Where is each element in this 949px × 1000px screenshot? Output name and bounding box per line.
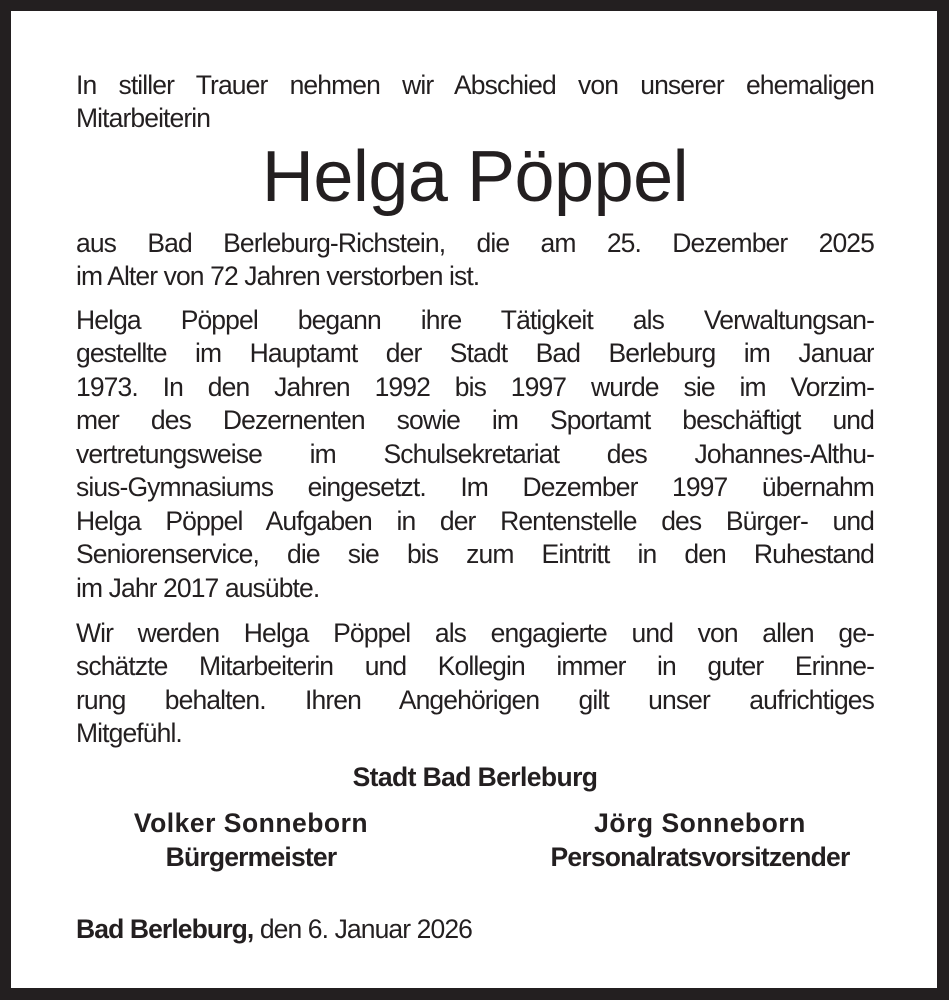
paragraph1-line: im Alter von 72 Jahren verstorben ist. <box>76 261 480 291</box>
paragraph2-line: Seniorenservice, die sie bis zum Eintritt in den Ruhestand <box>76 539 874 569</box>
paragraph2-line: vertretungsweise im Schulsekretariat des Johannes-Althu- <box>76 439 874 469</box>
signatory-name: Volker Sonneborn <box>133 808 369 838</box>
paragraph2-line: gestellte im Hauptamt der Stadt Bad Berleburg im Januar <box>76 338 874 368</box>
place: Bad Berleburg, <box>76 914 254 944</box>
paragraph2-line: mer des Dezernenten sowie im Sportamt beschäftigt und <box>76 405 874 435</box>
intro-line: In stiller Trauer nehmen wir Abschied von unserer ehemaligen <box>76 70 874 100</box>
deceased-name: Helga Pöppel <box>261 137 689 217</box>
paragraph2-line: Helga Pöppel begann ihre Tätigkeit als Verwaltungsan- <box>76 305 874 335</box>
paragraph3-line: schätzte Mitarbeiterin und Kollegin immer in guter Erinne- <box>76 651 874 681</box>
organization-name: Stadt Bad Berleburg <box>352 762 598 792</box>
paragraph1-line: aus Bad Berleburg-Richstein, die am 25. Dezember 2025 <box>76 228 874 258</box>
paragraph3-line: Wir werden Helga Pöppel als engagierte und von allen ge- <box>76 618 874 648</box>
paragraph2-line: Helga Pöppel Aufgaben in der Rentenstelle des Bürger- und <box>76 506 874 536</box>
paragraph2-line: 1973. In den Jahren 1992 bis 1997 wurde sie im Vorzim- <box>76 372 874 402</box>
signatory-title: Bürgermeister <box>165 842 337 872</box>
paragraph3-line: Mitgefühl. <box>76 718 182 748</box>
signatory-name: Jörg Sonneborn <box>594 808 806 838</box>
obituary-notice <box>11 11 937 988</box>
paragraph3-line: rung behalten. Ihren Angehörigen gilt unser aufrichtiges <box>76 685 874 715</box>
paragraph2-line: sius-Gymnasiums eingesetzt. Im Dezember 1997 übernahm <box>76 472 874 502</box>
intro-line: Mitarbeiterin <box>76 103 211 133</box>
date: den 6. Januar 2026 <box>259 914 473 944</box>
paragraph2-line: im Jahr 2017 ausübte. <box>76 573 320 603</box>
signatory-title: Personalratsvorsitzender <box>550 842 850 872</box>
place-date-line <box>76 913 874 946</box>
